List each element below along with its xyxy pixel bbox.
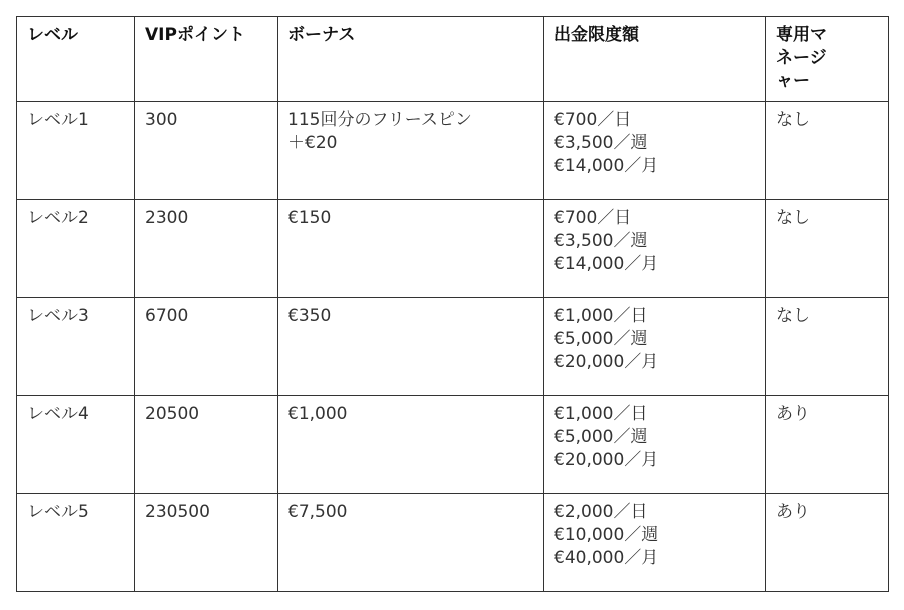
table-row (17, 494, 889, 592)
cell-level: レベル2 (17, 200, 135, 298)
header-level: レベル (17, 17, 135, 102)
cell-bonus (278, 494, 544, 592)
cell-bonus (278, 102, 544, 200)
cell-vip-points: 230500 (135, 494, 278, 592)
limit-weekly: €3,500／週 (554, 133, 648, 153)
limit-weekly: €5,000／週 (554, 329, 648, 349)
cell-manager: なし (766, 200, 889, 298)
cell-level: レベル1 (17, 102, 135, 200)
bonus-line: €1,000 (288, 404, 348, 424)
cell-bonus (278, 200, 544, 298)
bonus-line: €150 (288, 208, 332, 228)
limit-daily: €700／日 (554, 110, 632, 130)
table-header-row (17, 17, 889, 102)
header-withdrawal-limit: 出金限度額 (544, 17, 766, 102)
cell-vip-points: 6700 (135, 298, 278, 396)
cell-bonus (278, 298, 544, 396)
bonus-line: €7,500 (288, 502, 348, 522)
cell-withdrawal-limit (544, 102, 766, 200)
limit-monthly: €40,000／月 (554, 548, 659, 568)
limit-daily: €700／日 (554, 208, 632, 228)
limit-daily: €1,000／日 (554, 404, 648, 424)
limit-daily: €2,000／日 (554, 502, 648, 522)
cell-vip-points: 2300 (135, 200, 278, 298)
limit-monthly: €14,000／月 (554, 254, 659, 274)
cell-manager: あり (766, 396, 889, 494)
cell-level: レベル5 (17, 494, 135, 592)
cell-manager: なし (766, 102, 889, 200)
table-row (17, 200, 889, 298)
cell-bonus (278, 396, 544, 494)
table-row (17, 396, 889, 494)
cell-withdrawal-limit (544, 396, 766, 494)
limit-weekly: €5,000／週 (554, 427, 648, 447)
cell-manager: あり (766, 494, 889, 592)
cell-manager: なし (766, 298, 889, 396)
header-dedicated-manager (766, 17, 889, 102)
bonus-line: €350 (288, 306, 332, 326)
limit-weekly: €10,000／週 (554, 525, 659, 545)
limit-monthly: €20,000／月 (554, 352, 659, 372)
header-dedicated-manager-label: 専用マネージャー (776, 25, 827, 91)
limit-monthly: €20,000／月 (554, 450, 659, 470)
header-bonus: ボーナス (278, 17, 544, 102)
limit-monthly: €14,000／月 (554, 156, 659, 176)
header-vip-points: VIPポイント (135, 17, 278, 102)
cell-withdrawal-limit (544, 494, 766, 592)
vip-table-container (16, 16, 889, 592)
table-row (17, 102, 889, 200)
cell-withdrawal-limit (544, 298, 766, 396)
cell-vip-points: 300 (135, 102, 278, 200)
bonus-line: ＋€20 (288, 133, 338, 153)
vip-levels-table (16, 16, 889, 592)
cell-vip-points: 20500 (135, 396, 278, 494)
table-row (17, 298, 889, 396)
bonus-line: 115回分のフリースピン (288, 110, 472, 130)
limit-weekly: €3,500／週 (554, 231, 648, 251)
limit-daily: €1,000／日 (554, 306, 648, 326)
cell-level: レベル4 (17, 396, 135, 494)
cell-withdrawal-limit (544, 200, 766, 298)
cell-level: レベル3 (17, 298, 135, 396)
